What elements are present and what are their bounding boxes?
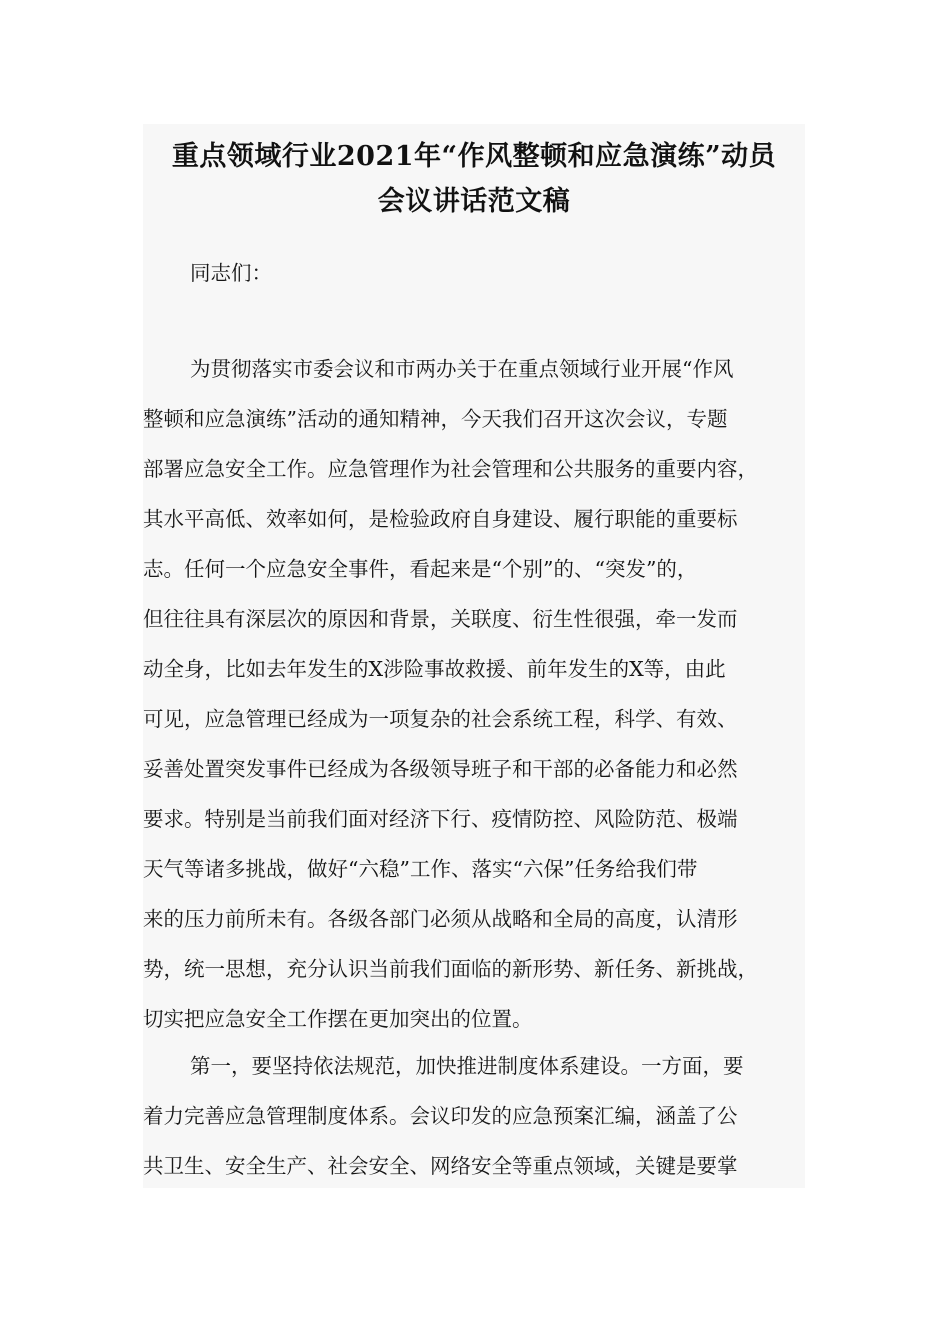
paragraph-line: 来的压力前所未有。各级各部门必须从战略和全局的高度，认清形 <box>143 907 738 931</box>
paragraph-2 <box>143 1041 805 1188</box>
title-line: 会议讲话范文稿 <box>377 186 571 217</box>
paragraph-line: 为贯彻落实市委会议和市两办关于在重点领域行业开展“作风 <box>190 357 734 381</box>
paragraph-line: 势，统一思想，充分认识当前我们面临的新形势、新任务、新挑战， <box>143 957 758 981</box>
paragraph-line: 切实把应急安全工作摆在更加突出的位置。 <box>143 1007 533 1031</box>
paragraph-line: 着力完善应急管理制度体系。会议印发的应急预案汇编，涵盖了公 <box>143 1104 738 1128</box>
paragraph-line: 妥善处置突发事件已经成为各级领导班子和干部的必备能力和必然 <box>143 757 738 781</box>
document-content <box>143 124 805 1188</box>
paragraph-line: 要求。特别是当前我们面对经济下行、疫情防控、风险防范、极端 <box>143 807 738 831</box>
paragraph-line: 可见，应急管理已经成为一项复杂的社会系统工程，科学、有效、 <box>143 707 738 731</box>
greeting <box>143 248 805 298</box>
title-line: 重点领域行业2021年“作风整顿和应急演练”动员 <box>171 141 777 172</box>
paragraph-line: 整顿和应急演练”活动的通知精神，今天我们召开这次会议，专题 <box>143 407 728 431</box>
paragraph-line: 天气等诸多挑战，做好“六稳”工作、落实“六保”任务给我们带 <box>143 857 698 881</box>
paragraph-line: 但往往具有深层次的原因和背景，关联度、衍生性很强，牵一发而 <box>143 607 738 631</box>
paragraph-line: 志。任何一个应急安全事件，看起来是“个别”的、“突发”的， <box>143 557 698 581</box>
greeting-text: 同志们： <box>190 261 272 285</box>
paragraph-line: 共卫生、安全生产、社会安全、网络安全等重点领域，关键是要掌 <box>143 1154 738 1178</box>
paragraph-line: 第一，要坚持依法规范，加快推进制度体系建设。一方面，要 <box>190 1054 744 1078</box>
paragraph-line: 动全身，比如去年发生的X涉险事故救援、前年发生的X等，由此 <box>143 657 726 681</box>
paragraph-1 <box>143 344 805 1044</box>
document-title <box>143 124 805 224</box>
paragraph-line: 其水平高低、效率如何，是检验政府自身建设、履行职能的重要标 <box>143 507 738 531</box>
paragraph-line: 部署应急安全工作。应急管理作为社会管理和公共服务的重要内容， <box>143 457 758 481</box>
